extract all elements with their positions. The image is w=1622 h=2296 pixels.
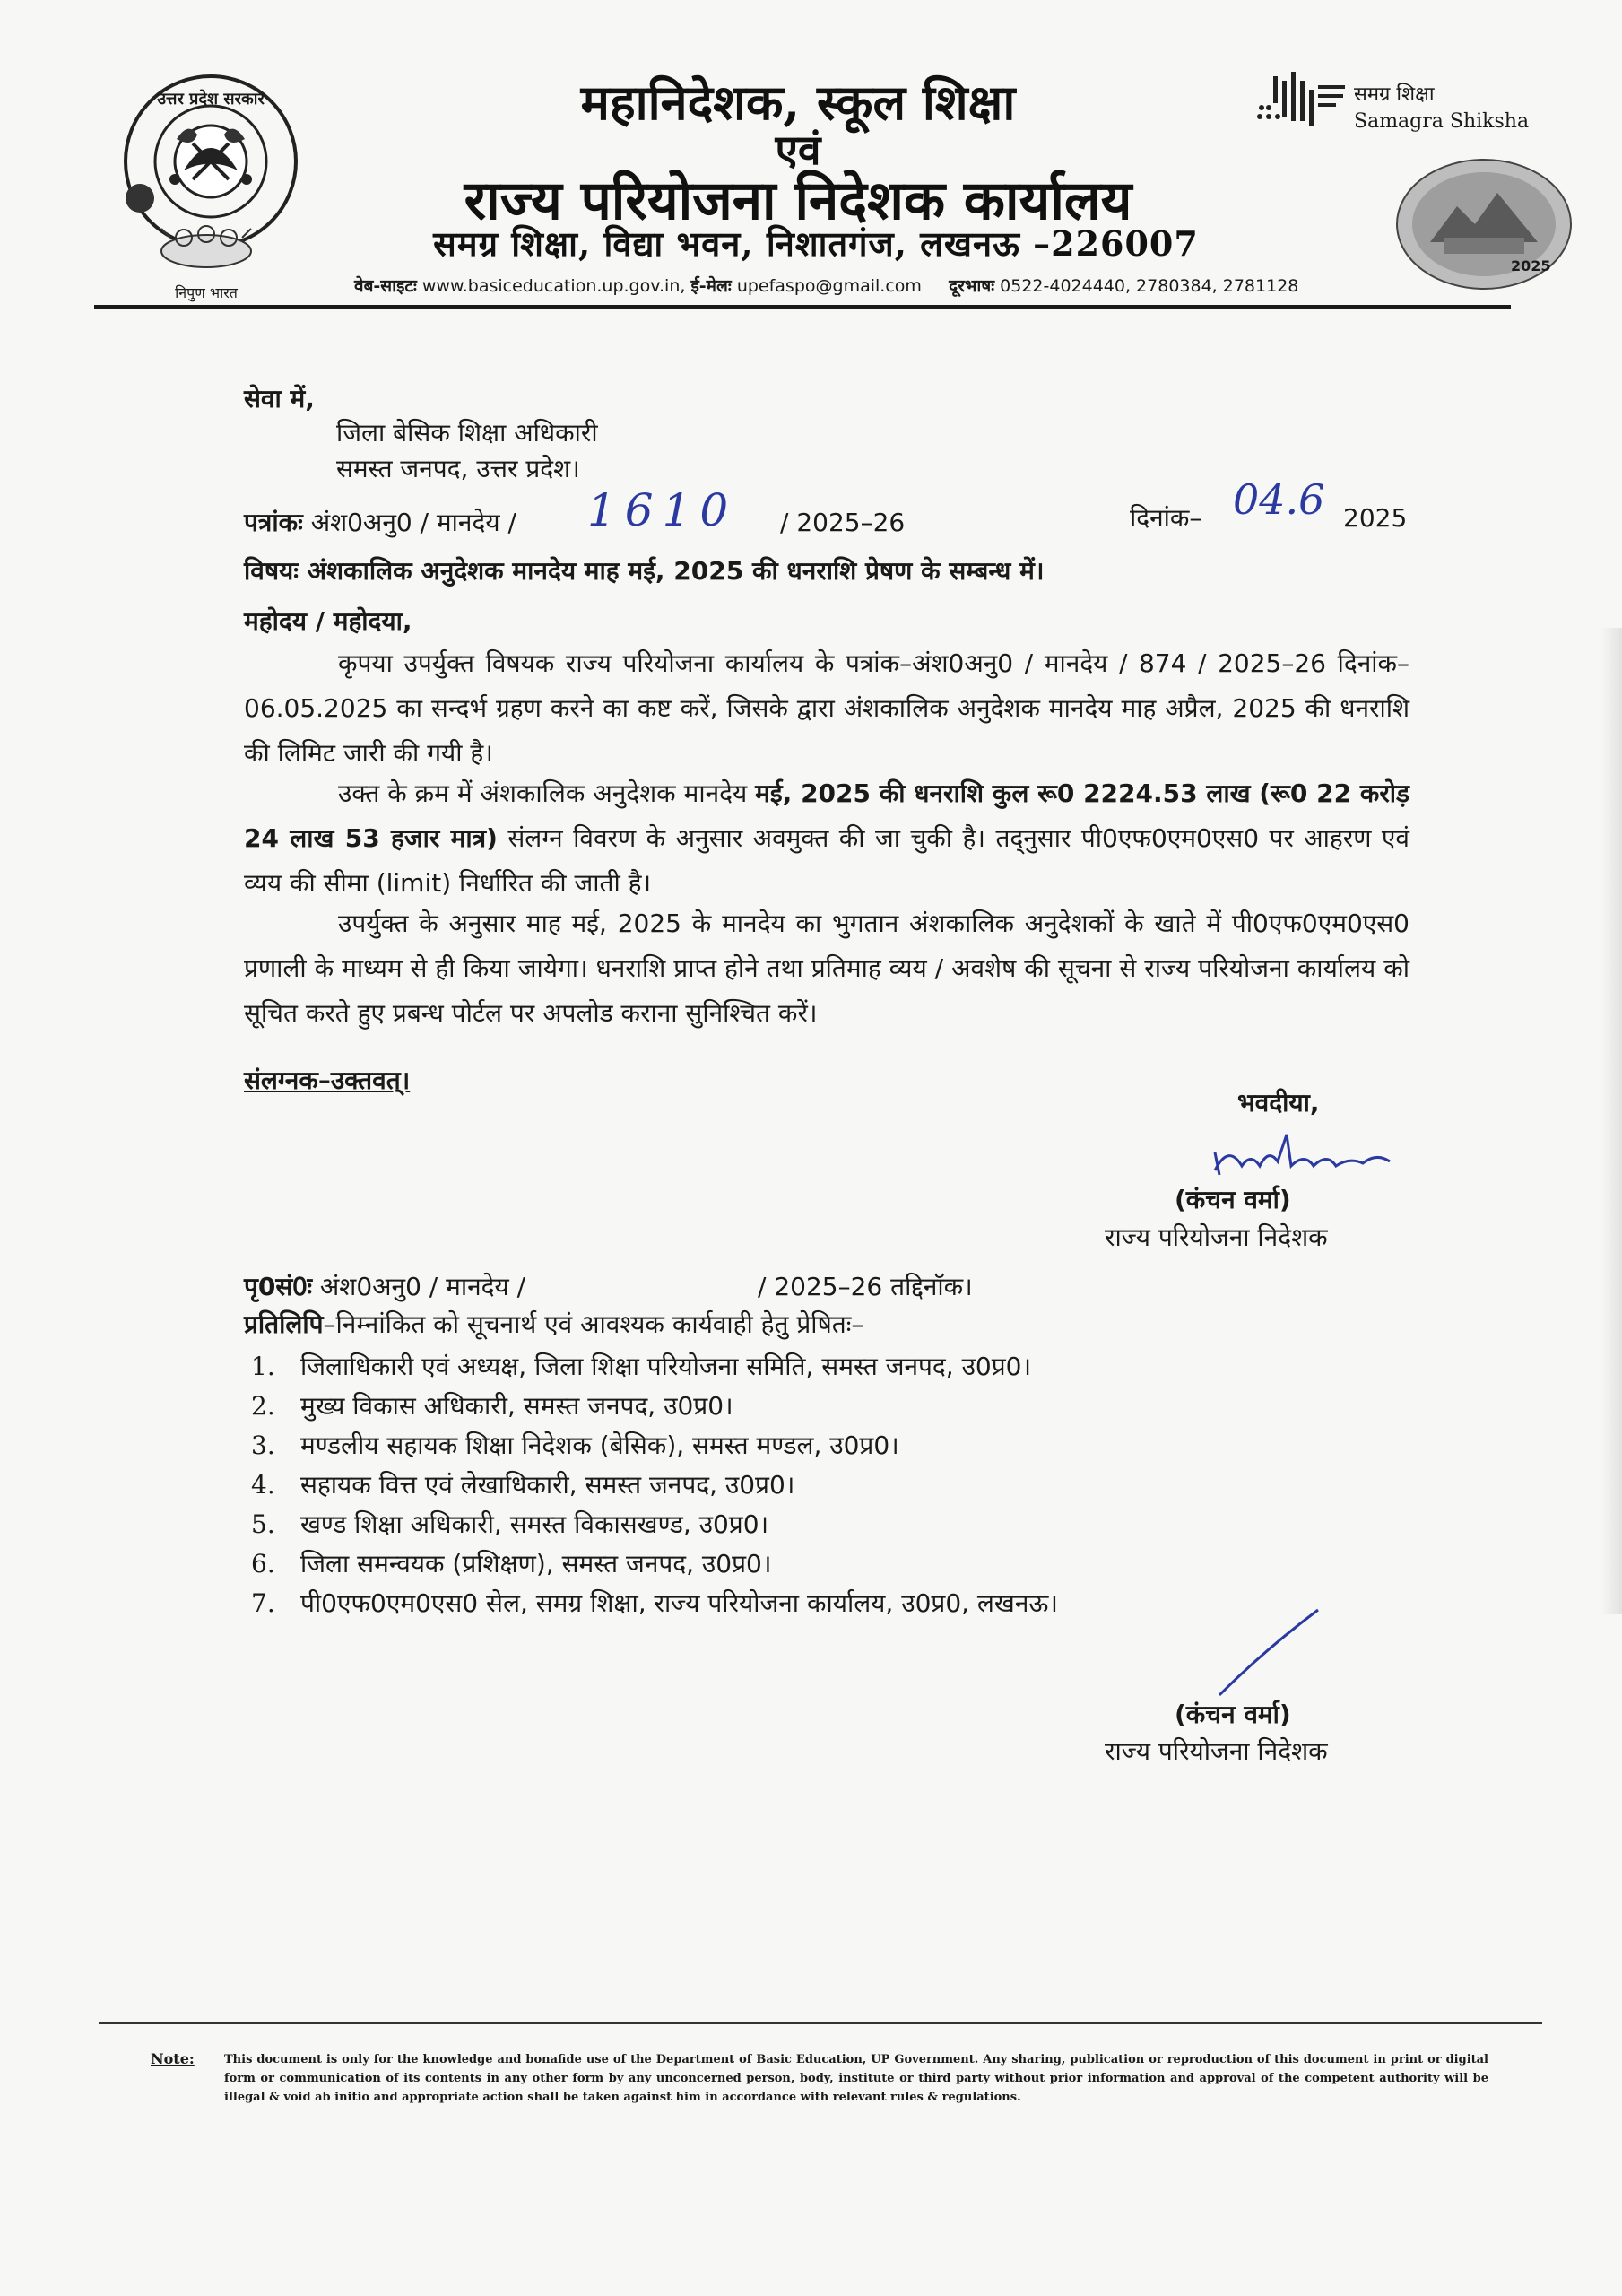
copy-list-item: [251, 1544, 1417, 1584]
copy-item-number: 6.: [251, 1549, 275, 1578]
copy-list-item: [251, 1465, 1417, 1505]
samagra-shiksha-logo: [1251, 72, 1547, 152]
header-title-line3: राज्य परियोजना निदेशक कार्यालय: [464, 170, 1132, 232]
paragraph-1-text: कृपया उपर्युक्त विषयक राज्य परियोजना कार्यालय के पत्रांक–अंश0अनु0 / मानदेय / 874 / 2025–26 दिनांक–06.05.2025 का सन्दर्भ ग्रहण करने का कष्ट करें, जिसके द्वारा अंशकालिक अनुदेशक मानदेय माह अप्रैल, 2025 की धनराशि की लिमिट जारी की गयी है।: [244, 648, 1409, 768]
copy-item-text: जिला समन्वयक (प्रशिक्षण), समस्त जनपद, उ0प्र0।: [300, 1549, 772, 1578]
seal-text: उत्तर प्रदेश सरकार: [157, 90, 265, 109]
emblem-year: 2025: [1511, 257, 1551, 274]
footer-divider: [99, 2022, 1542, 2024]
header-address: समग्र शिक्षा, विद्या भवन, निशातगंज, लखनऊ –226007: [433, 223, 1199, 264]
copy-item-number: 3.: [251, 1431, 275, 1460]
ref-label: पत्रांकः: [244, 508, 303, 537]
note-label: Note:: [151, 2050, 195, 2067]
paragraph-2: [244, 771, 1409, 906]
copy-item-text: जिलाधिकारी एवं अध्यक्ष, जिला शिक्षा परियोजना समिति, समस्त जनपद, उ0प्र0।: [300, 1352, 1032, 1381]
copy-item-number: 7.: [251, 1588, 275, 1618]
email: upefaspo@gmail.com: [736, 276, 922, 296]
copy-item-number: 4.: [251, 1470, 275, 1500]
header-title-line2: एवं: [775, 126, 821, 174]
paper-edge: [1600, 628, 1622, 1614]
right-emblem: [1394, 157, 1574, 291]
phone-label: दूरभाषः: [949, 276, 995, 296]
subject: विषयः अंशकालिक अनुदेशक मानदेय माह मई, 2025 की धनराशि प्रेषण के सम्बन्ध में।: [244, 556, 1045, 586]
copy-item-number: 5.: [251, 1509, 275, 1539]
copy-list-item: [251, 1505, 1417, 1544]
copy-item-text: मण्डलीय सहायक शिक्षा निदेशक (बेसिक), समस्त मण्डल, उ0प्र0।: [300, 1431, 899, 1460]
copy-list-item: [251, 1387, 1417, 1426]
copy-item-number: 1.: [251, 1352, 275, 1381]
greeting: महोदय / महोदया,: [244, 606, 412, 636]
recipient-line2: समस्त जनपद, उत्तर प्रदेश।: [336, 454, 580, 483]
date-handwritten: 04.6: [1233, 475, 1325, 524]
website-label: वेब-साइटः: [354, 276, 417, 296]
signature-stroke-icon: [1210, 1605, 1327, 1704]
signatory-name: (कंचन वर्मा): [1175, 1185, 1291, 1214]
copy-item-text: सहायक वित्त एवं लेखाधिकारी, समस्त जनपद, उ0प्र0।: [300, 1470, 795, 1500]
punch-hole: [126, 184, 154, 213]
paragraph-2-end: संलग्न विवरण के अनुसार अवमुक्त की जा चुकी है। तद्नुसार पी0एफ0एम0एस0 पर आहरण एवं व्यय की सीमा (limit) निर्धारित की जाती है।: [244, 823, 1409, 898]
enclosure: संलग्नक–उक्तवत्।: [244, 1065, 411, 1095]
copy-recipient-list: [251, 1347, 1417, 1623]
ref-text: अंश0अनु0 / मानदेय /: [310, 508, 516, 537]
nipun-figures-icon: [143, 220, 269, 274]
nipun-label: निपुण भारत: [175, 284, 238, 301]
copy-heading-rest: –निम्नांकित को सूचनार्थ एवं आवश्यक कार्यवाही हेतु प्रेषितः–: [323, 1309, 864, 1339]
paragraph-3: [244, 901, 1409, 1036]
salutation-to: सेवा में,: [244, 384, 315, 413]
header-contact: [354, 274, 1298, 297]
samagra-hindi: समग्र शिक्षा: [1354, 83, 1435, 106]
header-divider: [94, 305, 1511, 309]
copy-ref-label: पृ0सं0ः: [244, 1272, 312, 1301]
paragraph-2-amount: मई, 2025 की धनराशि कुल रू0 2224.53 लाख (रू0 22 करोड़ 24 लाख 53 हजार मात्र): [244, 778, 1410, 853]
copy-list-item: [251, 1426, 1417, 1465]
copy-ref-year: / 2025–26 तद्दिनॉक।: [758, 1272, 973, 1301]
date-label: दिनांक–: [1130, 503, 1202, 533]
paragraph-1: [244, 641, 1409, 776]
header-title-line1: महानिदेशक, स्कूल शिक्षा: [580, 74, 1016, 131]
copy-item-number: 2.: [251, 1391, 275, 1421]
website: www.basiceducation.up.gov.in,: [421, 276, 686, 296]
signature-2: [1210, 1605, 1327, 1708]
copy-item-text: पी0एफ0एम0एस0 सेल, समग्र शिक्षा, राज्य परियोजना कार्यालय, उ0प्र0, लखनऊ।: [300, 1588, 1058, 1618]
recipient-line1: जिला बेसिक शिक्षा अधिकारी: [336, 418, 598, 448]
ref-year: / 2025–26: [780, 508, 906, 537]
samagra-mark-icon: [1251, 72, 1349, 144]
copy-item-text: खण्ड शिक्षा अधिकारी, समस्त विकासखण्ड, उ0प्र0।: [300, 1509, 769, 1539]
copy-list-item: [251, 1347, 1417, 1387]
date-year: 2025: [1343, 503, 1408, 533]
copy-signatory-name: (कंचन वर्मा): [1175, 1700, 1291, 1729]
signature-scribble-icon: [1206, 1126, 1403, 1188]
paragraph-2-start: उक्त के क्रम में अंशकालिक अनुदेशक मानदेय: [338, 778, 756, 808]
ref-number-handwritten: 1610: [587, 484, 738, 536]
copy-signatory-title: राज्य परियोजना निदेशक: [1105, 1736, 1328, 1766]
copy-item-text: मुख्य विकास अधिकारी, समस्त जनपद, उ0प्र0।: [300, 1391, 733, 1421]
closing: भवदीया,: [1237, 1088, 1320, 1118]
email-label: ई-मेलः: [690, 276, 732, 296]
paragraph-3-text: उपर्युक्त के अनुसार माह मई, 2025 के मानदेय का भुगतान अंशकालिक अनुदेशकों के खाते में पी0एफ0एम0एस0 प्रणाली के माध्यम से ही किया जायेगा। धनराशि प्राप्त होने तथा प्रतिमाह व्यय / अवशेष की सूचना से राज्य परियोजना कार्यालय को सूचित करते हुए प्रबन्ध पोर्टल पर अपलोड कराना सुनिश्चित करें।: [244, 909, 1409, 1028]
signatory-title: राज्य परियोजना निदेशक: [1105, 1222, 1328, 1252]
copy-ref-text: अंश0अनु0 / मानदेय /: [319, 1272, 526, 1301]
samagra-english: Samagra Shiksha: [1354, 110, 1530, 133]
note-text: This document is only for the knowledge and bonafide use of the Department of Basic Education, UP Government. Any sharing, publication or reproduction of this document in print or digital form or communication of its contents in any other form by any unconcerned person, body, institute or third party without prior information and approval of the competent authority will be illegal & void ab initio and appropriate action shall be taken against him in accordance with relevant rules & regulations.: [224, 2053, 1488, 2104]
copy-heading: [244, 1302, 863, 1347]
nipun-bharat-logo: [143, 220, 269, 300]
phone: 0522-4024440, 2780384, 2781128: [1000, 276, 1299, 296]
copy-heading-bold: प्रतिलिपि: [244, 1309, 324, 1339]
reference-line: [244, 500, 516, 545]
